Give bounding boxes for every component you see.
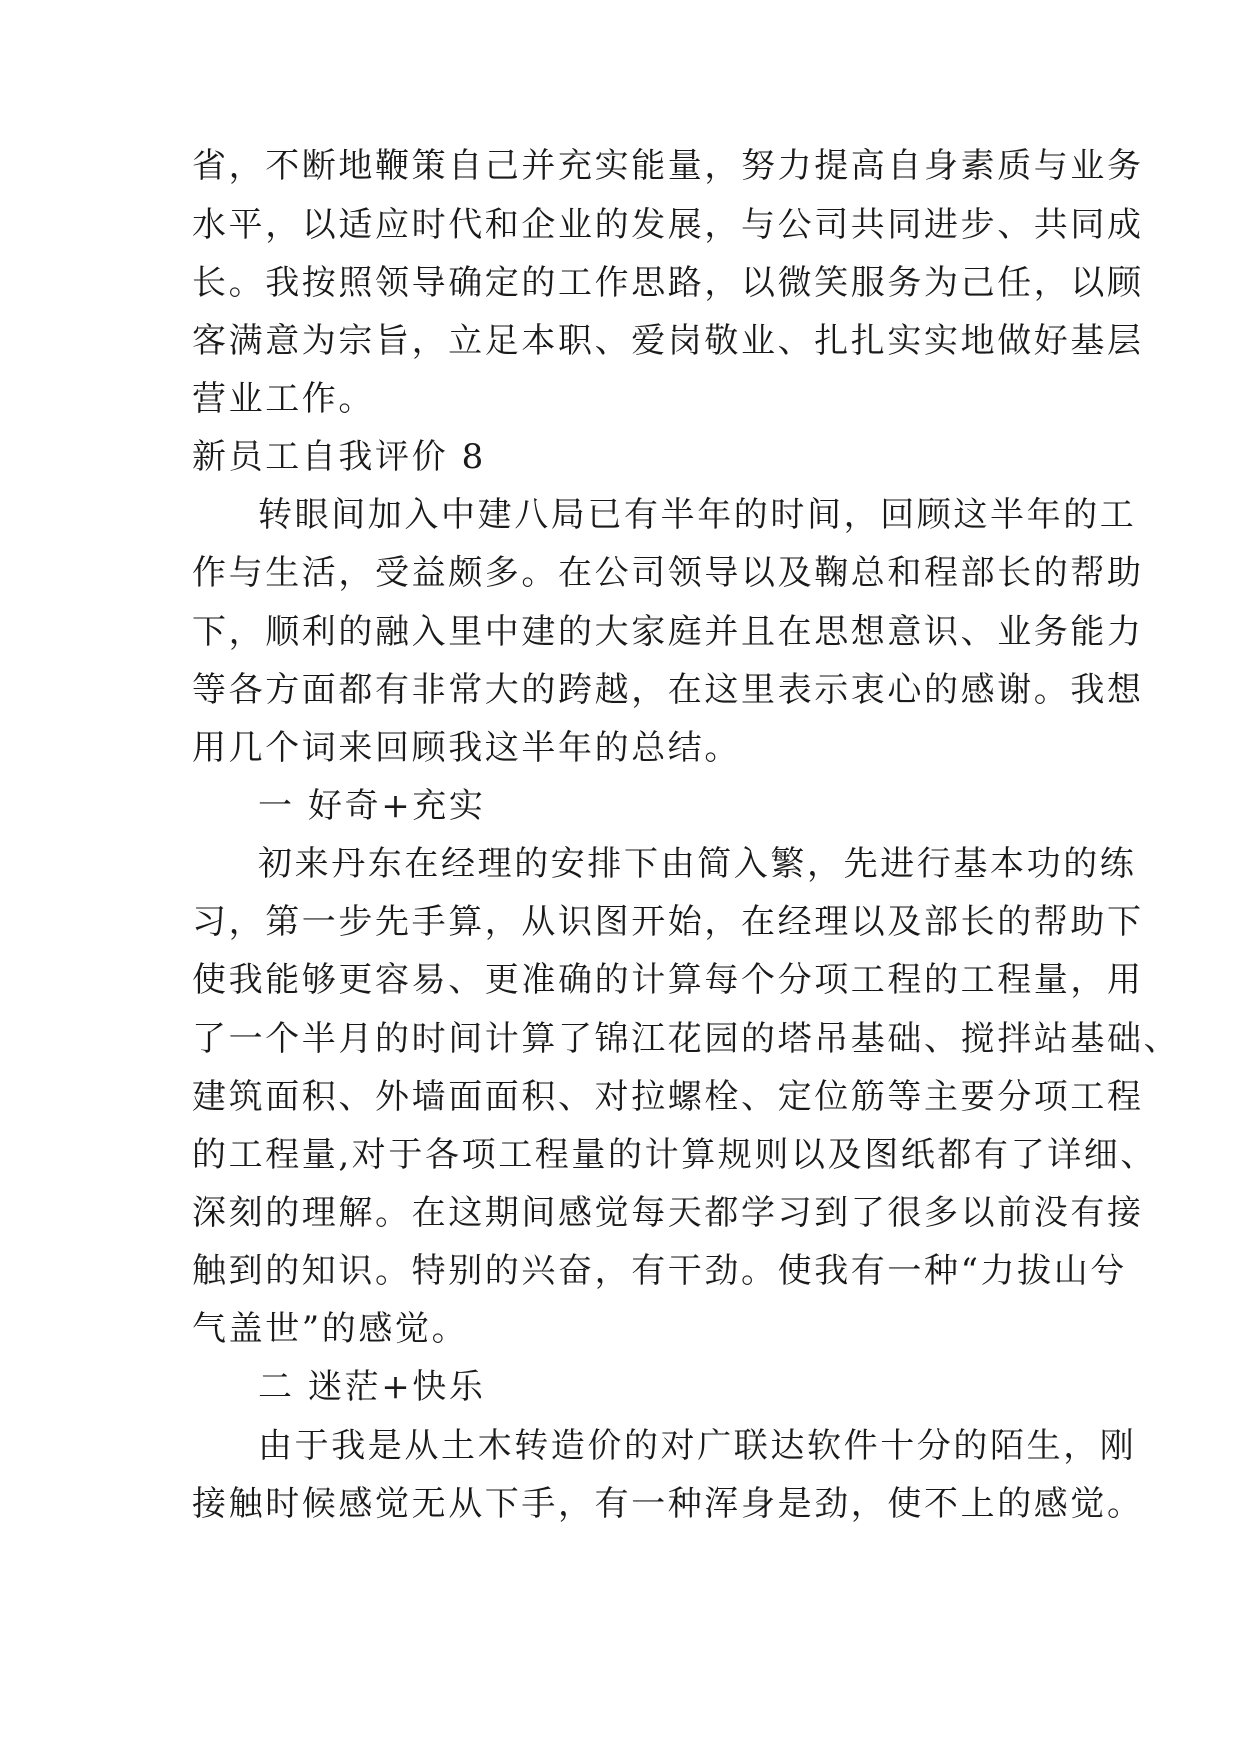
paragraph-line: 营业工作。 — [192, 379, 375, 419]
paragraph-line: 气盖世”的感觉。 — [192, 1309, 469, 1349]
paragraph-line: 转眼间加入中建八局已有半年的时间，回顾这半年的工 — [258, 495, 1137, 535]
paragraph-line: 习，第一步先手算，从识图开始，在经理以及部长的帮助下 — [192, 902, 1144, 942]
paragraph-line: 客满意为宗旨，立足本职、爱岗敬业、扎扎实实地做好基层 — [192, 321, 1144, 361]
paragraph-line: 触到的知识。特别的兴奋，有干劲。使我有一种“力拔山兮 — [192, 1251, 1127, 1291]
paragraph-line: 省，不断地鞭策自己并充实能量，努力提高自身素质与业务 — [192, 146, 1144, 186]
subheading: 二 迷茫+快乐 — [258, 1367, 486, 1407]
section-heading: 新员工自我评价 8 — [192, 437, 486, 477]
paragraph-line: 由于我是从土木转造价的对广联达软件十分的陌生，刚 — [258, 1426, 1137, 1466]
paragraph-line: 作与生活，受益颇多。在公司领导以及鞠总和程部长的帮助 — [192, 553, 1144, 593]
paragraph-line: 了一个半月的时间计算了锦江花园的塔吊基础、搅拌站基础、 — [192, 1019, 1181, 1059]
paragraph-line: 建筑面积、外墙面面积、对拉螺栓、定位筋等主要分项工程 — [192, 1077, 1144, 1117]
paragraph-line: 长。我按照领导确定的工作思路，以微笑服务为己任，以顾 — [192, 263, 1144, 303]
paragraph-line: 深刻的理解。在这期间感觉每天都学习到了很多以前没有接 — [192, 1193, 1144, 1233]
paragraph-line: 等各方面都有非常大的跨越，在这里表示衷心的感谢。我想 — [192, 670, 1144, 710]
subheading: 一 好奇+充实 — [258, 786, 486, 826]
paragraph-line: 使我能够更容易、更准确的计算每个分项工程的工程量，用 — [192, 960, 1144, 1000]
paragraph-line: 初来丹东在经理的安排下由简入繁，先进行基本功的练 — [258, 844, 1137, 884]
paragraph-line: 用几个词来回顾我这半年的总结。 — [192, 728, 741, 768]
paragraph-line: 接触时候感觉无从下手，有一种浑身是劲，使不上的感觉。 — [192, 1484, 1144, 1524]
paragraph-line: 水平，以适应时代和企业的发展，与公司共同进步、共同成 — [192, 205, 1144, 245]
paragraph-line: 下，顺利的融入里中建的大家庭并且在思想意识、业务能力 — [192, 612, 1144, 652]
paragraph-line: 的工程量,对于各项工程量的计算规则以及图纸都有了详细、 — [192, 1135, 1158, 1175]
